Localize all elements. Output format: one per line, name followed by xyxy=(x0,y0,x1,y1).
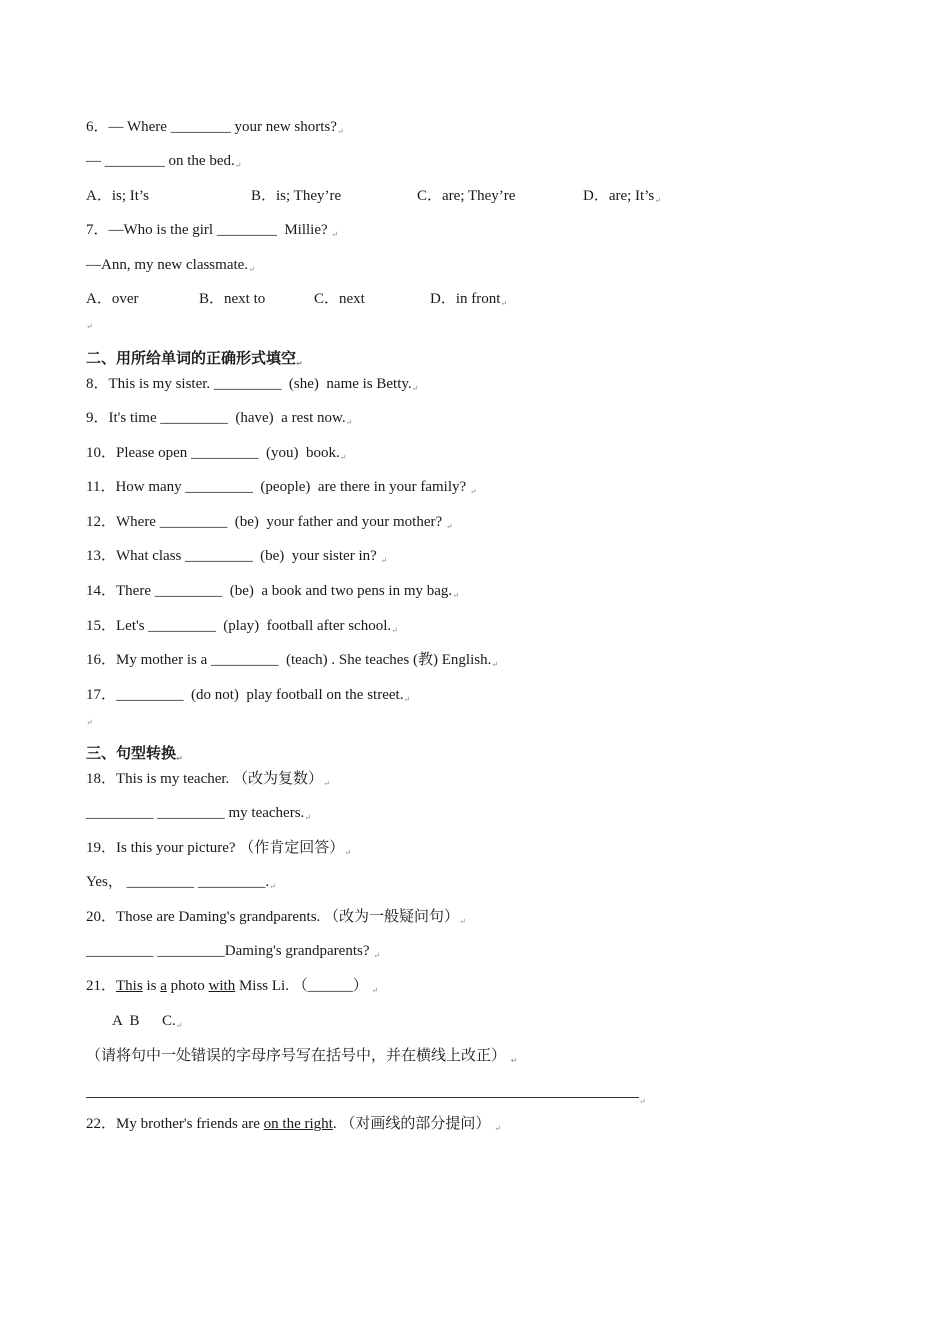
question-8: 8．This is my sister. _________ (she) name is $Betty._↵$ xyxy=(86,376,419,393)
question-20: 20．Those are Daming's grandparents. （改为一般疑问句）$_↵$ xyxy=(86,909,466,926)
q6-line1: 6．— Where ________ your new $shorts?_↵$ xyxy=(86,119,344,136)
question-14: 14．There _________ (be) a book and two pens in my $bag._↵$ xyxy=(86,583,459,600)
section-3-heading: 三、句型转换$_↵$ xyxy=(86,744,183,763)
q7-option-b: B．next to xyxy=(199,291,266,307)
question-22: 22．My brother's friends are on the right. （对画线的部分提问） $_↵$ xyxy=(86,1116,501,1133)
question-19: 19．Is this your picture? （作肯定回答）$_↵$ xyxy=(86,840,352,857)
question-20-answer: _________ _________Daming's grandparents? $_↵$ xyxy=(86,943,380,960)
q6-option-d: D．are; $It’s_↵$ xyxy=(583,188,661,205)
question-12: 12．Where _________ (be) your father and your mother? $_↵$ xyxy=(86,514,453,531)
question-10: 10．Please open _________ (you) $book._↵$ xyxy=(86,445,347,462)
q7-option-c: C．next xyxy=(314,291,365,307)
q6-line2: — ________ on the $bed._↵$ xyxy=(86,153,242,170)
question-19-answer: Yes， _________ $\_\_\_\_\_\_\_\_\_._↵$ xyxy=(86,874,276,891)
question-21: 21．This is a photo with Miss Li. （______） $_↵$ xyxy=(86,978,379,995)
question-18: 18．This is my teacher. （改为复数）$_↵$ xyxy=(86,771,330,788)
q7-option-d: D．in front$_↵$ xyxy=(430,291,508,308)
question-17: 17．_________ (do not) play football on the $street._↵$ xyxy=(86,687,411,704)
q6-option-c: C．are; They’re xyxy=(417,188,516,204)
question-21-instruction: （请将句中一处错误的字母序号写在括号中，并在横线上改正） $_↵$ xyxy=(86,1046,518,1065)
q6-option-b: B．is; They’re xyxy=(251,188,342,204)
q7-line1: 7．—Who is the girl ________ Millie? $_↵$ xyxy=(86,222,339,239)
q7-line2: —Ann, my new $classmate._↵$ xyxy=(86,257,255,274)
question-16: 16．My mother is a _________ (teach) . She teaches (教) $English._↵$ xyxy=(86,652,499,669)
section-2-heading: 二、用所给单词的正确形式填空$_↵$ xyxy=(86,349,303,368)
question-21-letters: A B $C._↵$ xyxy=(112,1013,183,1030)
question-11: 11．How many _________ (people) are there in your family? $_↵$ xyxy=(86,479,477,496)
question-18-answer: _________ _________ my $teachers._↵$ xyxy=(86,805,312,822)
paragraph-mark: ↵ xyxy=(86,322,93,331)
question-15: 15．Let's _________ (play) football after $school._↵$ xyxy=(86,618,398,635)
paragraph-mark: ↵ xyxy=(86,718,93,727)
question-9: 9．It's time _________ (have) a rest $now._↵$ xyxy=(86,410,353,427)
answer-rule xyxy=(86,1097,639,1098)
q6-option-a: A．is; It’s xyxy=(86,188,149,204)
paragraph-mark: ↵ xyxy=(639,1097,646,1106)
question-13: 13．What class _________ (be) your sister in? $_↵$ xyxy=(86,548,388,565)
q7-option-a: A．over xyxy=(86,291,139,307)
